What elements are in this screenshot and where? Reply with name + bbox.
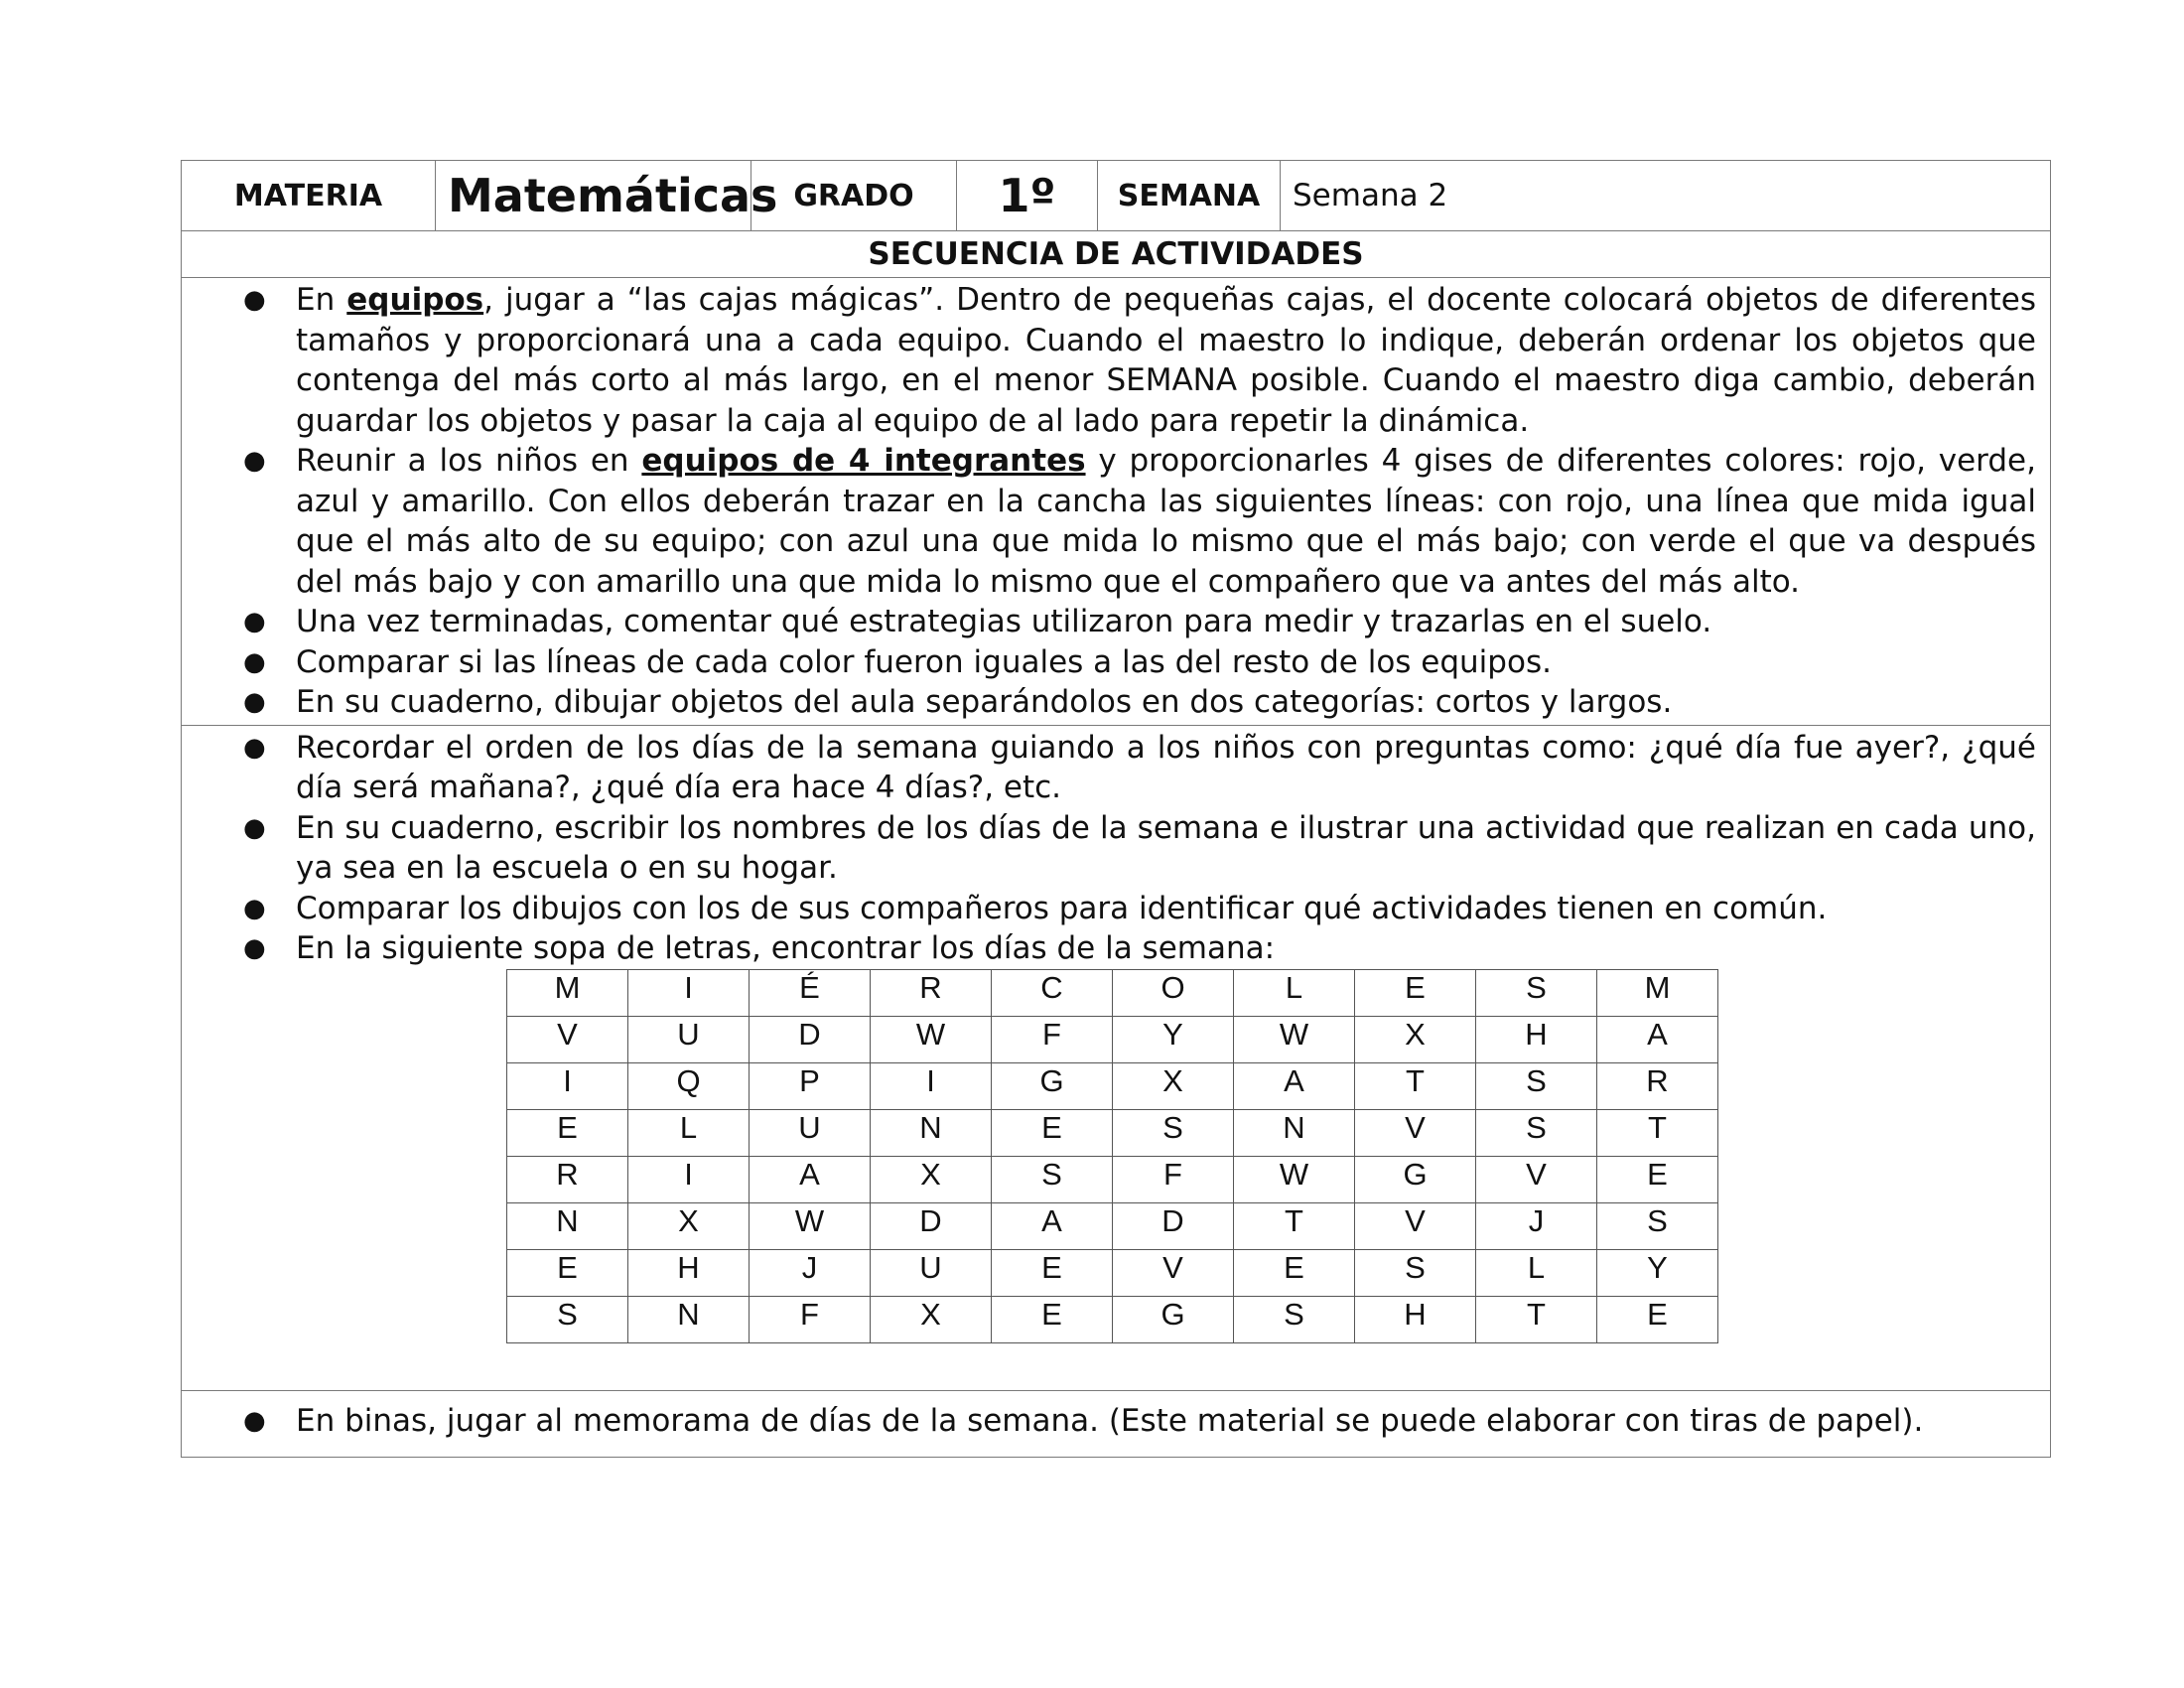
bullet-icon: ●: [243, 812, 266, 843]
word-search-cell: I: [628, 969, 750, 1016]
word-search-cell: E: [1597, 1156, 1718, 1202]
word-search-cell: N: [628, 1296, 750, 1342]
word-search-cell: L: [1234, 969, 1355, 1016]
word-search-row: [507, 1202, 1718, 1249]
grado-value: 1º: [957, 161, 1098, 231]
word-search-cell: Y: [1113, 1016, 1234, 1062]
word-search-cell: O: [1113, 969, 1234, 1016]
word-search-cell: R: [507, 1156, 628, 1202]
word-search-cell: U: [871, 1249, 992, 1296]
activity-list-3: [182, 1401, 2050, 1442]
word-search-cell: D: [750, 1016, 871, 1062]
word-search-cell: W: [1234, 1016, 1355, 1062]
word-search-row: [507, 1109, 1718, 1156]
word-search-cell: T: [1355, 1062, 1476, 1109]
word-search-cell: U: [628, 1016, 750, 1062]
bullet-icon: ●: [243, 1405, 266, 1436]
word-search-cell: S: [1476, 969, 1597, 1016]
bullet-icon: ●: [243, 893, 266, 923]
bullet-icon: ●: [243, 732, 266, 763]
word-search-cell: G: [992, 1062, 1113, 1109]
word-search-cell: R: [871, 969, 992, 1016]
word-search-cell: V: [1355, 1202, 1476, 1249]
word-search-cell: U: [750, 1109, 871, 1156]
word-search-cell: S: [1476, 1109, 1597, 1156]
word-search-cell: É: [750, 969, 871, 1016]
section-title: SECUENCIA DE ACTIVIDADES: [182, 231, 2051, 278]
word-search-cell: V: [1476, 1156, 1597, 1202]
word-search-cell: A: [1597, 1016, 1718, 1062]
materia-value: Matemáticas: [436, 161, 751, 231]
bullet-icon: ●: [243, 687, 266, 717]
word-search-cell: I: [871, 1062, 992, 1109]
semana-value: Semana 2: [1281, 161, 2051, 231]
bullet-icon: ●: [243, 933, 266, 963]
word-search-cell: I: [507, 1062, 628, 1109]
word-search-cell: T: [1476, 1296, 1597, 1342]
word-search-cell: F: [992, 1016, 1113, 1062]
word-search-row: [507, 969, 1718, 1016]
list-item: ● En la siguiente sopa de letras, encontrar los días de la semana:: [182, 928, 2050, 969]
section-row: [182, 231, 2051, 278]
word-search-cell: P: [750, 1062, 871, 1109]
word-search-cell: A: [992, 1202, 1113, 1249]
word-search-cell: D: [1113, 1202, 1234, 1249]
word-search-cell: C: [992, 969, 1113, 1016]
word-search-cell: F: [1113, 1156, 1234, 1202]
bullet-icon: ●: [243, 446, 266, 476]
word-search-cell: W: [750, 1202, 871, 1249]
word-search-cell: G: [1355, 1156, 1476, 1202]
word-search-cell: X: [628, 1202, 750, 1249]
word-search-cell: E: [992, 1249, 1113, 1296]
materia-label: MATERIA: [182, 161, 436, 231]
word-search-cell: J: [1476, 1202, 1597, 1249]
word-search-cell: E: [1597, 1296, 1718, 1342]
word-search-cell: T: [1597, 1109, 1718, 1156]
word-search-row: [507, 1016, 1718, 1062]
bullet-icon: ●: [243, 646, 266, 677]
activities-block-3: [182, 1390, 2051, 1458]
word-search-cell: S: [1597, 1202, 1718, 1249]
bullet-icon: ●: [243, 607, 266, 636]
word-search-cell: R: [1597, 1062, 1718, 1109]
list-item: ● Comparar los dibujos con los de sus compañeros para identificar qué actividades tienen en común.: [182, 889, 2050, 929]
word-search-cell: E: [1355, 969, 1476, 1016]
word-search-cell: X: [1113, 1062, 1234, 1109]
word-search-cell: V: [1355, 1109, 1476, 1156]
word-search-row: [507, 1062, 1718, 1109]
word-search-cell: H: [1355, 1296, 1476, 1342]
activities-block-1: [182, 278, 2051, 726]
word-search-cell: E: [1234, 1249, 1355, 1296]
word-search-cell: N: [1234, 1109, 1355, 1156]
word-search-cell: X: [871, 1156, 992, 1202]
word-search-cell: M: [1597, 969, 1718, 1016]
word-search-cell: X: [1355, 1016, 1476, 1062]
word-search-cell: E: [992, 1296, 1113, 1342]
emphasis-text: equipos de 4 integrantes: [641, 443, 1086, 479]
word-search-cell: E: [992, 1109, 1113, 1156]
word-search-cell: N: [507, 1202, 628, 1249]
header-row: [182, 161, 2051, 231]
list-item: ● Reunir a los niños en equipos de 4 integrantes y proporcionarles 4 gises de diferentes colores: rojo, verde, azul y amarillo. Con ellos deberán trazar en la cancha las siguientes líneas: con rojo, una línea que mida igual que el más alto de su equipo; con azul una que mida lo mismo que el más bajo; con verde el que va después del más bajo y con amarillo una que mida lo mismo que el compañero que va antes del más alto.: [243, 443, 2036, 600]
word-search-grid: [506, 969, 1718, 1343]
list-item: ● En su cuaderno, escribir los nombres de los días de la semana e ilustrar una actividad que realizan en cada uno, ya sea en la escuela o en su hogar.: [243, 809, 2036, 886]
word-search-cell: Q: [628, 1062, 750, 1109]
word-search-cell: E: [507, 1109, 628, 1156]
word-search-cell: N: [871, 1109, 992, 1156]
word-search-cell: S: [1355, 1249, 1476, 1296]
semana-label: SEMANA: [1098, 161, 1281, 231]
list-item: ● Una vez terminadas, comentar qué estrategias utilizaron para medir y trazarlas en el suelo.: [182, 602, 2050, 642]
word-search-cell: M: [507, 969, 628, 1016]
word-search-cell: V: [1113, 1249, 1234, 1296]
word-search-cell: L: [628, 1109, 750, 1156]
list-item: ● En equipos, jugar a “las cajas mágicas”. Dentro de pequeñas cajas, el docente colocará objetos de diferentes tamaños y proporcionará una a cada equipo. Cuando el maestro lo indique, deberán ordenar los objetos que contenga del más corto al más largo, en el menor SEMANA posible. Cuando el maestro diga cambio, deberán guardar los objetos y pasar la caja al equipo de al lado para repetir la dinámica.: [243, 282, 2037, 439]
word-search-cell: E: [507, 1249, 628, 1296]
activity-sheet: [181, 160, 2051, 1458]
activities-block-2: [182, 725, 2051, 1390]
word-search-cell: X: [871, 1296, 992, 1342]
bullet-icon: ●: [243, 285, 266, 315]
word-search-cell: S: [1234, 1296, 1355, 1342]
word-search-cell: T: [1234, 1202, 1355, 1249]
word-search-cell: S: [1113, 1109, 1234, 1156]
word-search-cell: A: [750, 1156, 871, 1202]
word-search-cell: G: [1113, 1296, 1234, 1342]
activity-list-1: [182, 280, 2050, 723]
word-search-cell: F: [750, 1296, 871, 1342]
word-search-cell: W: [871, 1016, 992, 1062]
list-item: ● En su cuaderno, dibujar objetos del aula separándolos en dos categorías: cortos y largos.: [182, 682, 2050, 723]
word-search-cell: Y: [1597, 1249, 1718, 1296]
grado-label: GRADO: [751, 161, 957, 231]
word-search-cell: H: [628, 1249, 750, 1296]
list-item: ● En binas, jugar al memorama de días de la semana. (Este material se puede elaborar con tiras de papel).: [182, 1401, 2050, 1442]
word-search-row: [507, 1249, 1718, 1296]
word-search-row: [507, 1296, 1718, 1342]
list-item: ● Comparar si las líneas de cada color fueron iguales a las del resto de los equipos.: [182, 642, 2050, 683]
word-search-cell: L: [1476, 1249, 1597, 1296]
list-item: ● Recordar el orden de los días de la semana guiando a los niños con preguntas como: ¿qué día fue ayer?, ¿qué día será mañana?, ¿qué día era hace 4 días?, etc.: [243, 729, 2036, 805]
word-search-cell: W: [1234, 1156, 1355, 1202]
word-search-cell: D: [871, 1202, 992, 1249]
word-search-cell: H: [1476, 1016, 1597, 1062]
word-search-cell: A: [1234, 1062, 1355, 1109]
word-search-cell: J: [750, 1249, 871, 1296]
word-search-cell: S: [992, 1156, 1113, 1202]
word-search-cell: S: [507, 1296, 628, 1342]
word-search-cell: S: [1476, 1062, 1597, 1109]
emphasis-text: equipos: [346, 282, 484, 318]
word-search-row: [507, 1156, 1718, 1202]
word-search-cell: I: [628, 1156, 750, 1202]
activity-list-2: [182, 728, 2050, 969]
word-search-cell: V: [507, 1016, 628, 1062]
